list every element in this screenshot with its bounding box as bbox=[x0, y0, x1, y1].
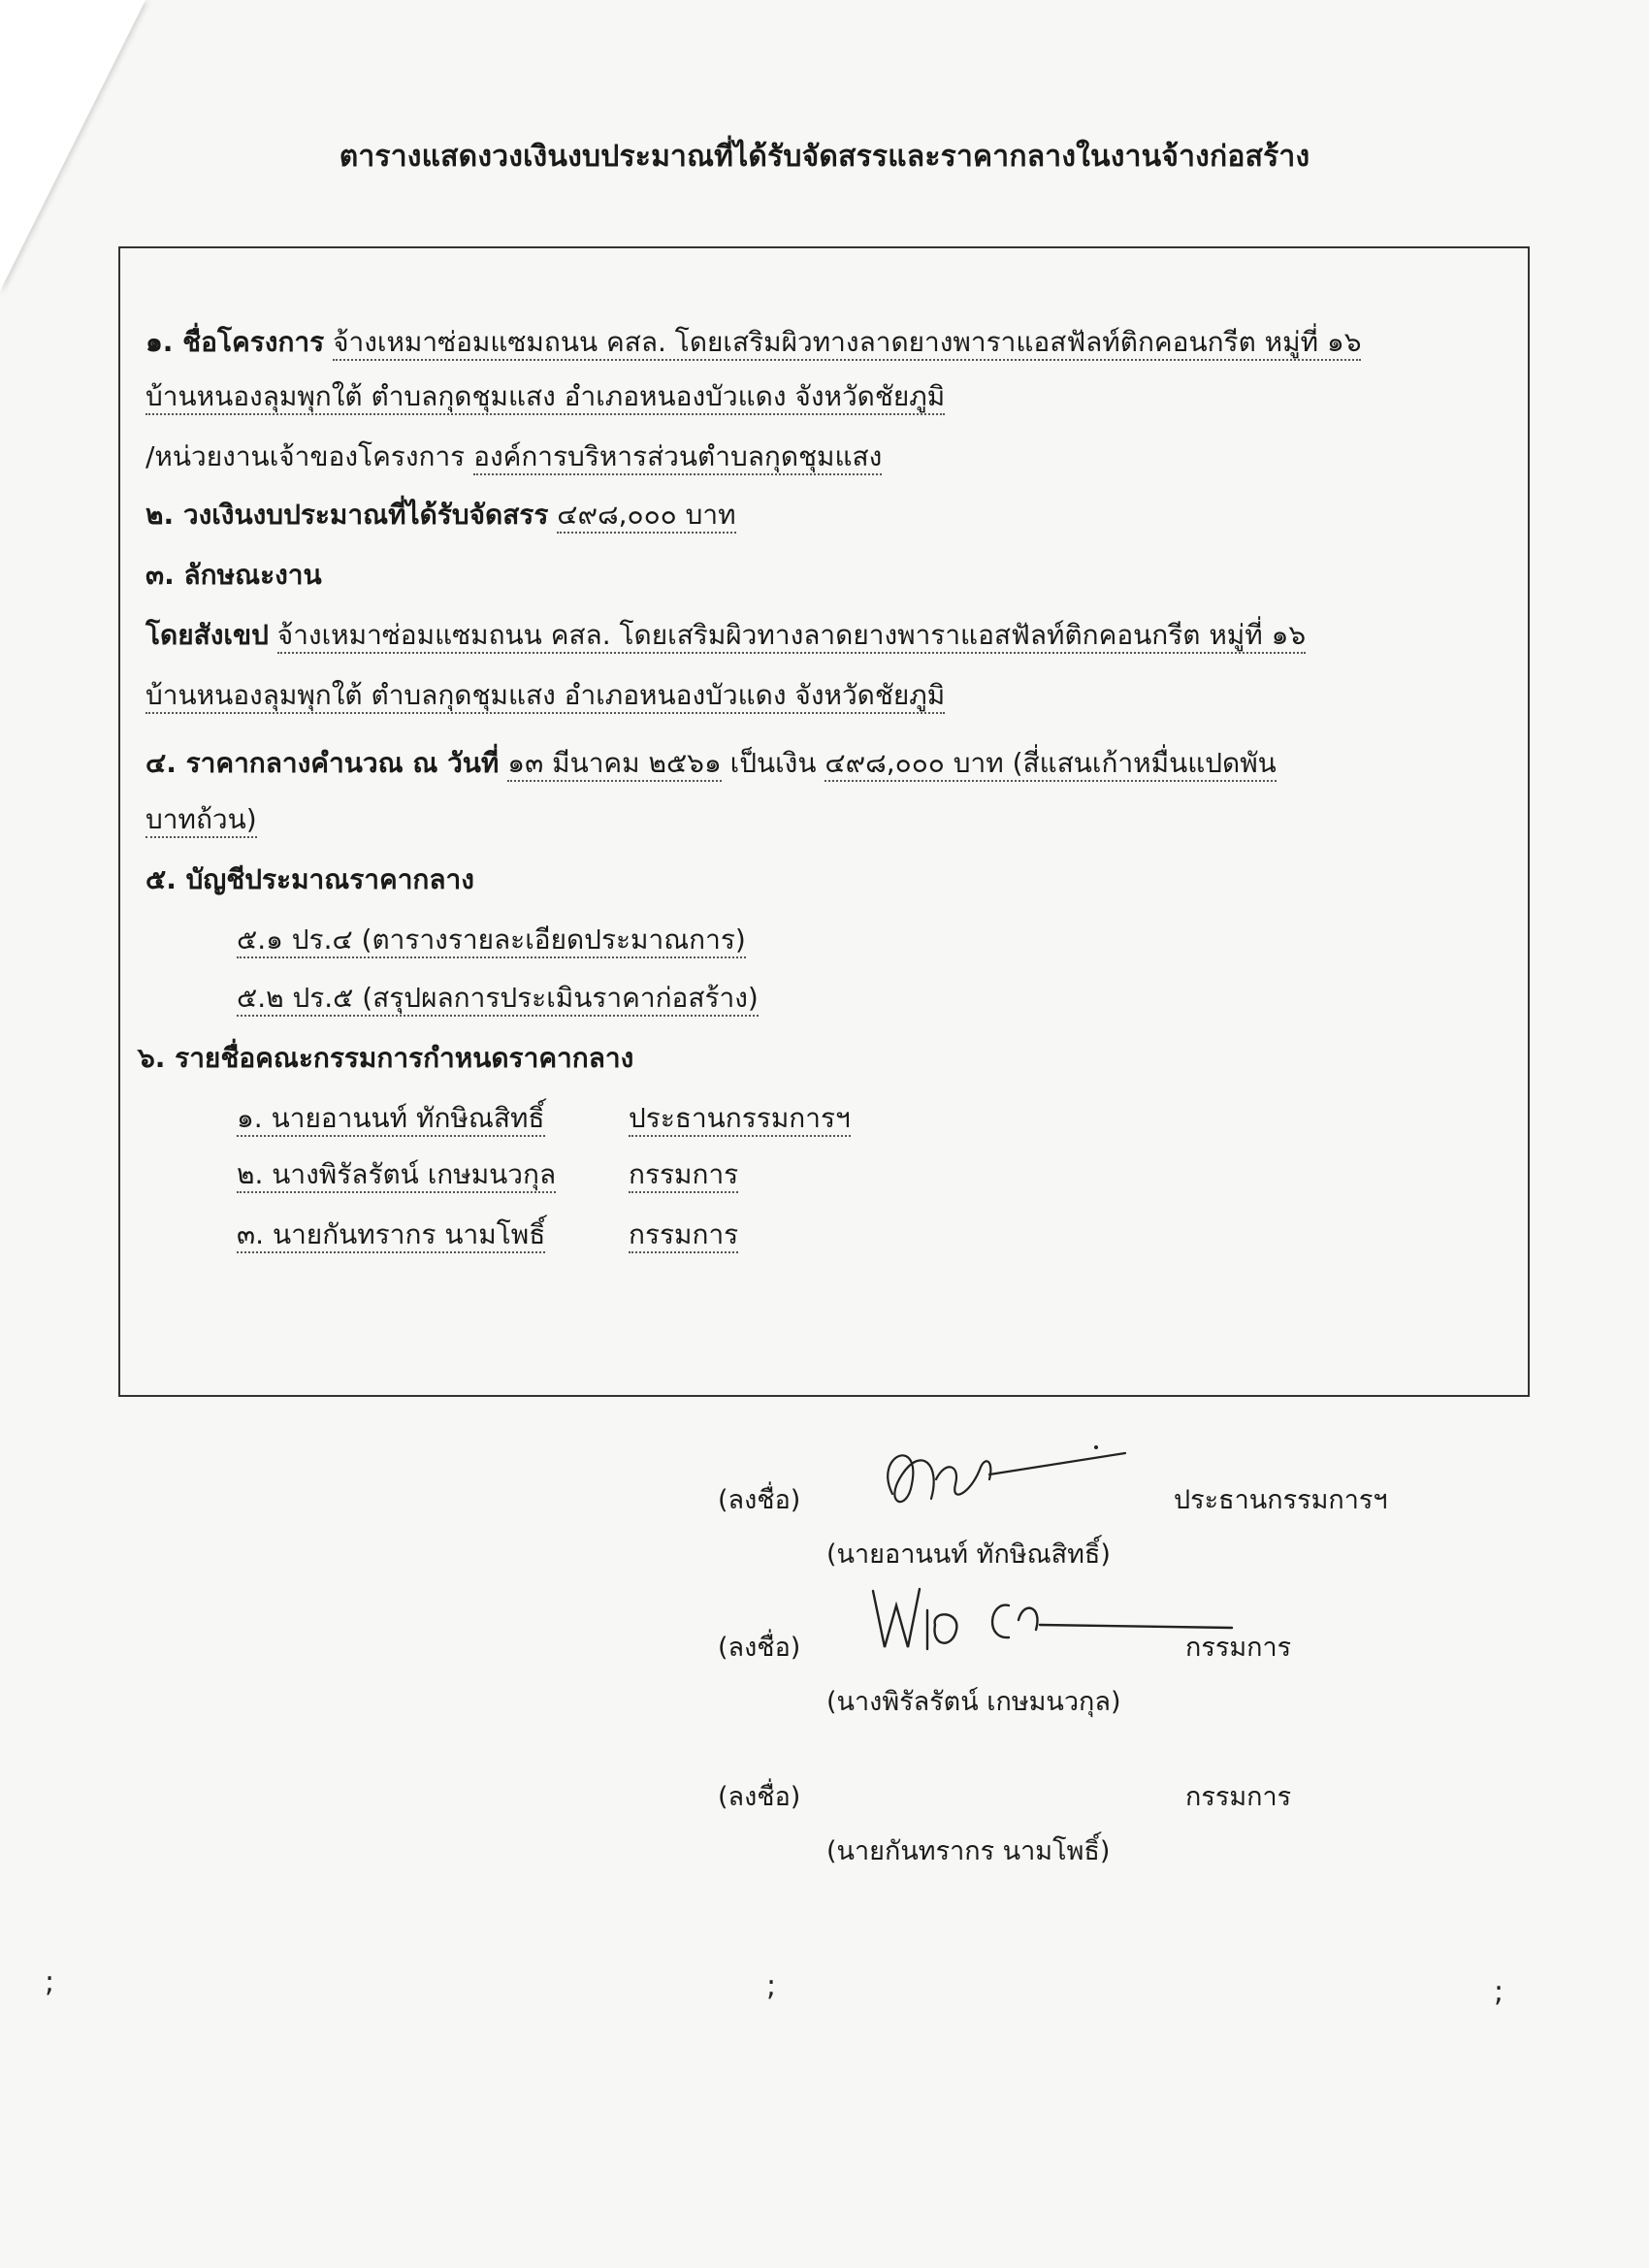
item-4-date: ๑๓ มีนาคม ๒๕๖๑ bbox=[507, 747, 721, 782]
committee-member-3 bbox=[237, 1218, 545, 1251]
item-5-1-text: ๕.๑ ปร.๔ (ตารางรายละเอียดประมาณการ) bbox=[237, 923, 746, 958]
committee-member-1-role bbox=[629, 1102, 851, 1135]
committee-member-2 bbox=[237, 1158, 556, 1191]
scan-mark-left: ; bbox=[45, 1965, 55, 1999]
item-1-line-3 bbox=[146, 440, 882, 473]
sig-1-name: (นายอานนท์ ทักษิณสิทธิ์) bbox=[826, 1539, 1111, 1570]
item-3-label: ๓. ลักษณะงาน bbox=[146, 559, 322, 591]
item-2-value: ๔๙๘,๐๐๐ บาท bbox=[557, 499, 735, 534]
item-1-line-1 bbox=[146, 326, 1361, 359]
sig-2-name: (นางพิรัลรัตน์ เกษมนวกุล) bbox=[826, 1687, 1121, 1717]
item-2-label: ๒. วงเงินงบประมาณที่ได้รับจัดสรร bbox=[146, 499, 549, 531]
item-5-1 bbox=[237, 923, 746, 956]
member-3-role: กรรมการ bbox=[629, 1218, 738, 1253]
sig-1-role: ประธานกรรมการฯ bbox=[1174, 1485, 1388, 1515]
sig-1-label: (ลงชื่อ) bbox=[718, 1485, 801, 1515]
item-3-line-1 bbox=[146, 619, 1306, 652]
committee-member-1 bbox=[237, 1102, 545, 1135]
committee-member-3-role bbox=[629, 1218, 738, 1251]
item-3-label-line bbox=[146, 559, 322, 592]
item-5-2 bbox=[237, 982, 759, 1015]
scan-mark-right: ; bbox=[1494, 1975, 1504, 2009]
item-5-label-line bbox=[146, 863, 474, 896]
sig-3-role: กรรมการ bbox=[1185, 1782, 1292, 1812]
item-1-project-name: จ้างเหมาซ่อมแซมถนน คสล. โดยเสริมผิวทางลาดยางพาราแอสฟัลท์ติกคอนกรีต หมู่ที่ ๑๖ bbox=[333, 326, 1361, 361]
item-1-project-location: บ้านหนองลุมพุกใต้ ตำบลกุดชุมแสง อำเภอหนองบัวแดง จังหวัดชัยภูมิ bbox=[146, 380, 945, 415]
item-4-line-1 bbox=[146, 747, 1277, 780]
item-3-sub-label: โดยสังเขป bbox=[146, 619, 269, 651]
item-1-line-2 bbox=[146, 380, 945, 413]
document-title: ตารางแสดงวงเงินงบประมาณที่ได้รับจัดสรรและราคากลางในงานจ้างก่อสร้าง bbox=[339, 140, 1310, 174]
sig-2-label: (ลงชื่อ) bbox=[718, 1633, 801, 1663]
item-3-line-2 bbox=[146, 679, 945, 712]
item-6-label-line bbox=[138, 1042, 633, 1075]
member-2-name: ๒. นางพิรัลรัตน์ เกษมนวกุล bbox=[237, 1158, 556, 1193]
owner-value: องค์การบริหารส่วนตำบลกุดชุมแสง bbox=[473, 440, 882, 475]
item-5-2-text: ๕.๒ ปร.๕ (สรุปผลการประเมินราคาก่อสร้าง) bbox=[237, 982, 759, 1017]
sig-3-label: (ลงชื่อ) bbox=[718, 1782, 801, 1812]
member-3-name: ๓. นายกันทรากร นามโพธิ์ bbox=[237, 1218, 545, 1253]
signature-1-image bbox=[854, 1426, 1135, 1533]
member-2-role: กรรมการ bbox=[629, 1158, 738, 1193]
item-4-mid: เป็นเงิน bbox=[729, 747, 817, 779]
item-6-label: ๖. รายชื่อคณะกรรมการกำหนดราคากลาง bbox=[138, 1042, 634, 1074]
committee-member-2-role bbox=[629, 1158, 738, 1191]
sig-2-role: กรรมการ bbox=[1185, 1633, 1292, 1663]
item-1-label: ๑. ชื่อโครงการ bbox=[146, 326, 325, 358]
owner-label: /หน่วยงานเจ้าของโครงการ bbox=[146, 440, 466, 472]
item-4-line-2 bbox=[146, 803, 257, 836]
item-5-label: ๕. บัญชีประมาณราคากลาง bbox=[146, 863, 474, 895]
member-1-name: ๑. นายอานนท์ ทักษิณสิทธิ์ bbox=[237, 1102, 545, 1137]
item-2-line bbox=[146, 499, 736, 532]
sig-3-name: (นายกันทรากร นามโพธิ์) bbox=[826, 1836, 1111, 1866]
member-1-role: ประธานกรรมการฯ bbox=[629, 1102, 851, 1137]
item-4-amount-2: บาทถ้วน) bbox=[146, 803, 257, 838]
item-4-label: ๔. ราคากลางคำนวณ ณ วันที่ bbox=[146, 747, 500, 779]
scan-mark-center: ; bbox=[766, 1969, 777, 2003]
item-4-amount: ๔๙๘,๐๐๐ บาท (สี่แสนเก้าหมื่นแปดพัน bbox=[824, 747, 1276, 782]
item-3-text-2: บ้านหนองลุมพุกใต้ ตำบลกุดชุมแสง อำเภอหนองบัวแดง จังหวัดชัยภูมิ bbox=[146, 679, 945, 714]
item-3-text: จ้างเหมาซ่อมแซมถนน คสล. โดยเสริมผิวทางลาดยางพาราแอสฟัลท์ติกคอนกรีต หมู่ที่ ๑๖ bbox=[277, 619, 1306, 654]
